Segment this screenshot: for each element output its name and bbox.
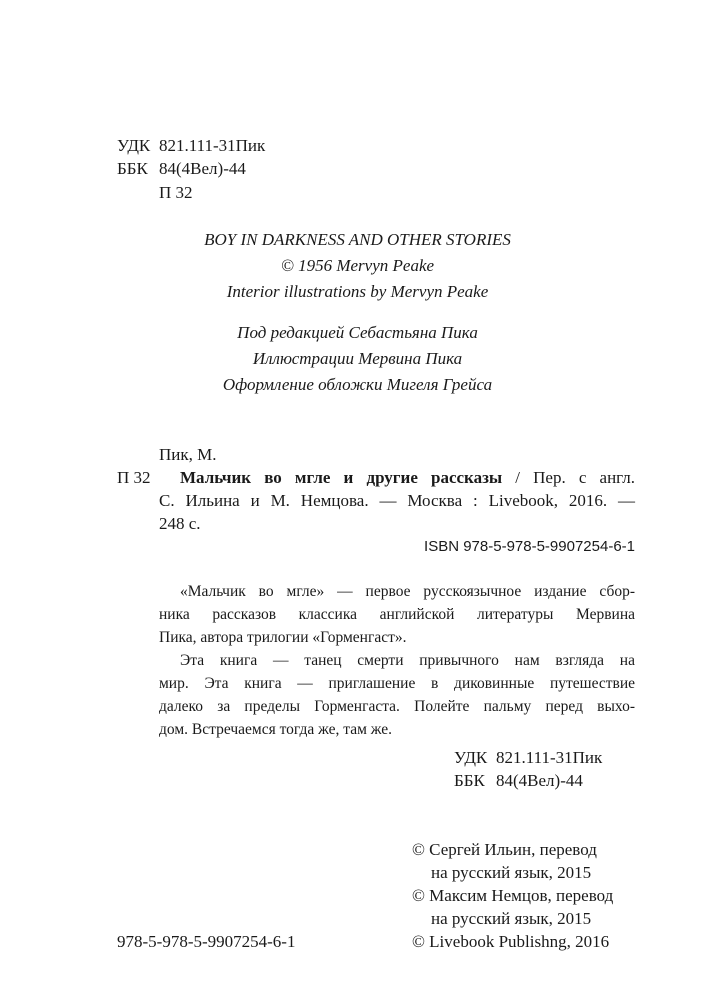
annotation-line-6: далеко за пределы Горменгаста. Полейте пальму перед выхо- [159, 698, 635, 715]
bbk-bottom-label: ББК [454, 771, 485, 790]
bbk-top [117, 160, 246, 177]
credits-illustrations: Иллюстрации Мервина Пика [252, 349, 463, 368]
udk-value: 821.111-31Пик [159, 136, 266, 155]
annotation-line-2: ника рассказов классика английской литературы Мервина [159, 606, 635, 623]
copyright-translator2-line1: © Максим Немцов, перевод [412, 886, 614, 905]
catalog-line3: 248 с. [159, 514, 201, 533]
annotation-line-7: дом. Встречаемся тогда же, там же. [159, 721, 393, 738]
udk-label: УДК [117, 136, 151, 155]
bbk-bottom [454, 772, 583, 789]
bbk-bottom-value: 84(4Вел)-44 [496, 771, 583, 790]
credits-ru-block [0, 320, 715, 398]
copyright-publisher: © Livebook Publishng, 2016 [412, 932, 610, 951]
copyright-translator1-line1: © Сергей Ильин, перевод [412, 840, 597, 859]
udk-top [117, 137, 265, 154]
catalog-book-title: Мальчик во мгле и другие рассказы [180, 468, 503, 487]
credits-editor: Под редакцией Себастьяна Пика [237, 323, 478, 342]
isbn-bottom: 978-5-978-5-9907254-6-1 [117, 932, 296, 951]
original-edition-block [0, 227, 715, 305]
annotation-line-3: Пика, автора трилогии «Горменгаст». [159, 629, 407, 646]
credits-cover: Оформление обложки Мигеля Грейса [222, 375, 493, 394]
original-illustrations: Interior illustrations by Mervyn Peake [226, 282, 489, 301]
copyright-translator2-line2: на русский язык, 2015 [431, 909, 592, 928]
catalog-mark: П 32 [117, 468, 151, 487]
udk-bottom [454, 749, 602, 766]
bbk-value: 84(4Вел)-44 [159, 159, 246, 178]
udk-bottom-label: УДК [454, 748, 488, 767]
annotation-line-5: мир. Эта книга — приглашение в диковинные путешествие [159, 675, 635, 692]
copyright-translator1-line2: на русский язык, 2015 [431, 863, 592, 882]
catalog-isbn: ISBN 978-5-978-5-9907254-6-1 [424, 538, 635, 555]
bbk-label: ББК [117, 159, 148, 178]
catalog-title-rest: / Пер. с англ. [502, 468, 636, 487]
udk-bottom-value: 821.111-31Пик [496, 748, 603, 767]
catalog-line2: С. Ильина и М. Немцова. — Москва : Livebook, 2016. — [159, 491, 635, 510]
catalog-author: Пик, М. [159, 445, 217, 464]
catalog-title-line [180, 469, 635, 486]
original-title: BOY IN DARKNESS AND OTHER STORIES [204, 230, 511, 249]
annotation-line-4: Эта книга — танец смерти привычного нам взгляда на [180, 652, 635, 669]
annotation-line-1: «Мальчик во мгле» — первое русскоязычное издание сбор- [180, 583, 635, 600]
original-copyright: © 1956 Mervyn Peake [280, 256, 435, 275]
author-mark-top: П 32 [159, 183, 193, 202]
